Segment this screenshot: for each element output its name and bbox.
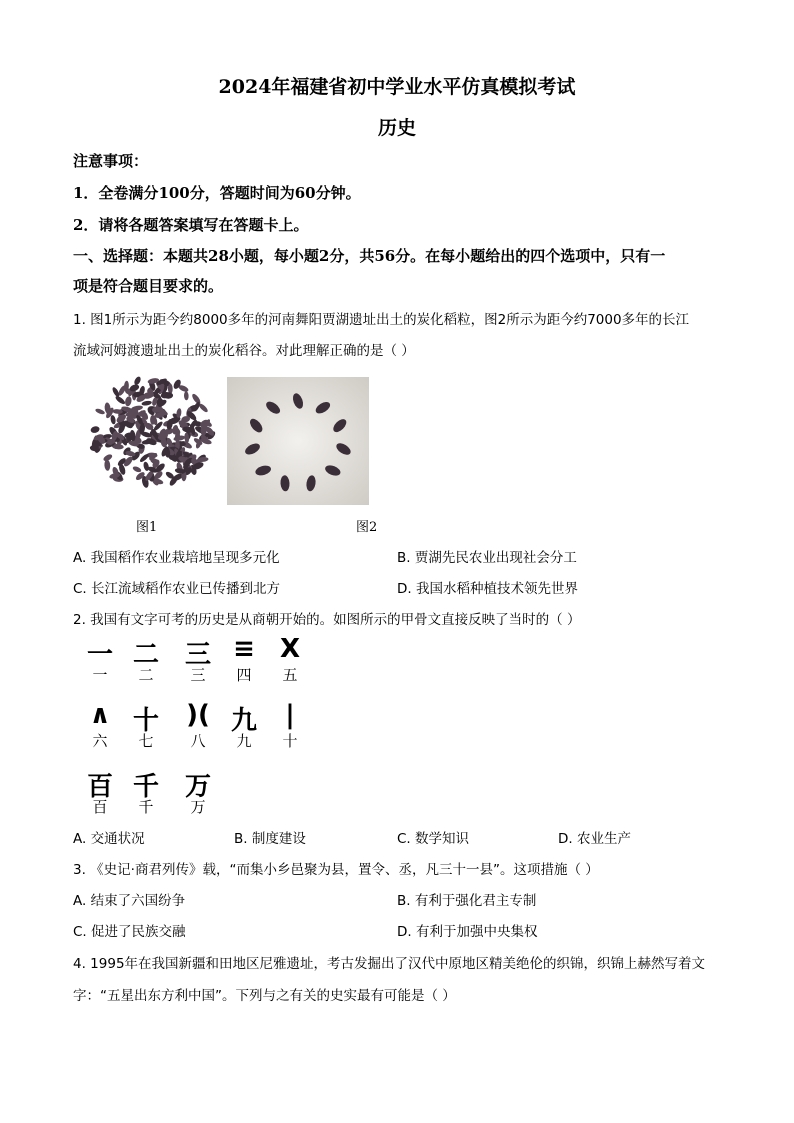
- subject-title: 历史: [377, 117, 416, 139]
- oracle-label: 万: [190, 798, 206, 816]
- oracle-glyph: ≡: [233, 634, 255, 664]
- oracle-bone-numerals: [78, 634, 318, 814]
- oracle-label: 八: [190, 732, 206, 750]
- q3-option-d[interactable]: D. 有利于加强中央集权: [397, 924, 538, 940]
- oracle-glyph: 万: [184, 772, 211, 802]
- question-2-text: 2. 我国有文字可考的历史是从商朝开始的。如图所示的甲骨文直接反映了当时的（ ）: [73, 612, 581, 628]
- oracle-label: 二: [138, 666, 154, 684]
- rice-grain: [132, 465, 142, 473]
- oracle-label: 一: [92, 666, 108, 684]
- rice-grain: [114, 395, 126, 406]
- q1-option-c[interactable]: C. 长江流域稻作农业已传播到北方: [73, 581, 281, 597]
- question-4-text-cont: 字：“五星出东方利中国”。下列与之有关的史实最有可能是（ ）: [73, 988, 456, 1004]
- rice-grain: [110, 415, 116, 425]
- question-4-text: 4. 1995年在我国新疆和田地区尼雅遗址，考古发掘出了汉代中原地区精美绝伦的织锦，织锦上赫然写着文: [73, 956, 706, 972]
- oracle-glyph: 千: [132, 772, 159, 802]
- q3-option-c[interactable]: C. 促进了民族交融: [73, 924, 186, 940]
- rice-grain: [173, 435, 185, 442]
- oracle-label: 千: [138, 798, 154, 816]
- oracle-label: 五: [282, 666, 298, 684]
- oracle-glyph: 二: [132, 640, 159, 670]
- q3-option-b[interactable]: B. 有利于强化君主专制: [397, 893, 537, 909]
- q2-option-b[interactable]: B. 制度建设: [234, 831, 306, 847]
- q2-option-c[interactable]: C. 数学知识: [397, 831, 470, 847]
- oracle-label: 九: [236, 732, 252, 750]
- rice-grain: [124, 396, 132, 407]
- rice-grain: [104, 459, 111, 471]
- oracle-label: 十: [282, 732, 298, 750]
- rice-grain: [95, 408, 106, 416]
- oracle-label: 四: [236, 666, 252, 684]
- rice-grain: [139, 453, 150, 464]
- rice-grain: [184, 391, 189, 400]
- section-heading: 一、选择题：本题共28小题，每小题2分，共56分。在每小题给出的四个选项中，只有一: [73, 247, 666, 265]
- notice-item: 2．请将各题答案填写在答题卡上。: [73, 216, 309, 234]
- figure-1-caption: 图1: [136, 520, 158, 535]
- q3-option-a[interactable]: A. 结束了六国纷争: [73, 893, 186, 909]
- notice-item: 1．全卷满分100分，答题时间为60分钟。: [73, 184, 361, 202]
- oracle-glyph: |: [285, 700, 295, 730]
- figure-2-rice-grains: [227, 377, 369, 505]
- oracle-label: 六: [92, 732, 108, 750]
- oracle-glyph: 一: [86, 640, 113, 670]
- rice-grain: [133, 376, 142, 386]
- figure-2-caption: 图2: [356, 520, 378, 535]
- question-1-text-cont: 流域河姆渡遗址出土的炭化稻谷。对此理解正确的是（ ）: [73, 343, 415, 359]
- figure-1-rice-grains: [80, 368, 224, 500]
- question-1-text: 1. 图1所示为距今约8000多年的河南舞阳贾湖遗址出土的炭化稻粒，图2所示为距今约7000多年的长江: [73, 312, 690, 328]
- q1-option-b[interactable]: B. 贾湖先民农业出现社会分工: [397, 550, 577, 566]
- oracle-label: 百: [92, 798, 108, 816]
- rice-grain: [141, 400, 152, 406]
- q1-option-a[interactable]: A. 我国稻作农业栽培地呈现多元化: [73, 550, 280, 566]
- oracle-glyph: 十: [132, 706, 159, 736]
- question-3-text: 3. 《史记·商君列传》载，“而集小乡邑聚为县，置令、丞，凡三十一县”。这项措施（ ）: [73, 862, 599, 878]
- oracle-glyph: 九: [230, 706, 257, 736]
- oracle-label: 三: [190, 666, 206, 684]
- oracle-glyph: 百: [86, 772, 113, 802]
- oracle-glyph: X: [279, 634, 301, 664]
- q2-option-a[interactable]: A. 交通状况: [73, 831, 145, 847]
- exam-title: 2024年福建省初中学业水平仿真模拟考试: [218, 76, 576, 98]
- q1-option-d[interactable]: D. 我国水稻种植技术领先世界: [397, 581, 578, 597]
- rice-grain: [90, 425, 100, 434]
- oracle-glyph: ∧: [89, 700, 111, 730]
- notice-heading: 注意事项：: [73, 152, 149, 170]
- q2-option-d[interactable]: D. 农业生产: [558, 831, 631, 847]
- oracle-glyph: 三: [184, 640, 211, 670]
- oracle-glyph: )(: [186, 700, 210, 730]
- oracle-label: 七: [138, 732, 154, 750]
- section-heading-cont: 项是符合题目要求的。: [73, 277, 224, 295]
